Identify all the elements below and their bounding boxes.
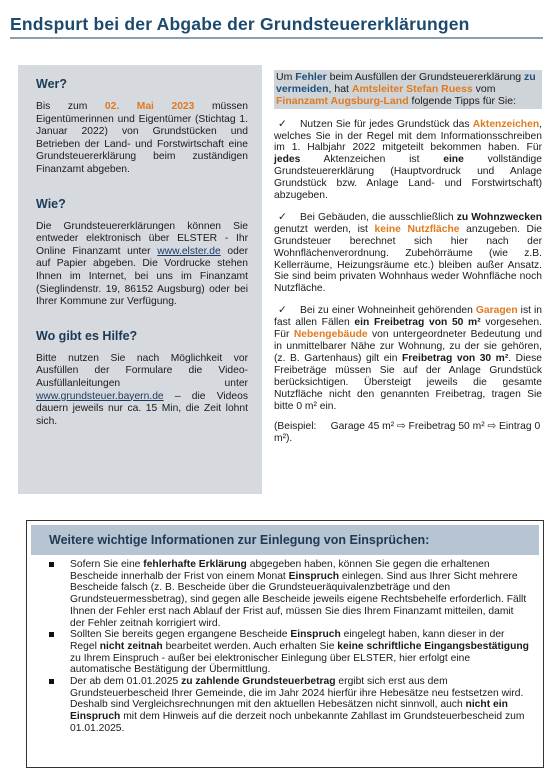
tip-aktenzeichen [274,119,542,202]
text: einlegen. Sind aus Ihrer Sicht mehrere Bescheide falsch (z. B. Bescheide über die Grundsteueräquivalenzbeträge und den Grundsteuermessbetrag), sind gegen alle Bescheide jeweils eigene Rechtsbehelfe erforderlich. Fällt Ihnen der Fehler erst nach Ablauf der Frist auf, müssen Sie dies Ihrem Finanzamt mitteilen, damit der Fehler zeitnah korrigiert wird. [70,570,527,629]
bullet-icon [49,679,54,684]
highlight: keine Nutzfläche [374,223,460,235]
section-wer [36,77,248,177]
text: abgegeben haben, können Sie gegen die erhaltenen Bescheide innerhalb der Frist von einem Monat [70,559,490,582]
emphasis: keine schriftliche Eingangsbestätigung [337,640,529,652]
highlight: Garagen [475,305,518,317]
highlight-finanzamt: Finanzamt Augsburg-Land [276,95,409,108]
emphasis: Einspruch [290,629,341,641]
text: Aktenzeichen ist [300,154,444,166]
list-item [27,629,543,676]
text: zu Ihrem Einspruch - außer bei elektronischer Einlegung über ELSTER, hier erfolgt eine automatische Bestätigung der Übermittlung. [70,652,471,676]
section-wie [36,197,248,309]
text: Sofern Sie eine [70,559,144,570]
tips-intro [274,70,542,109]
text: oder auf Papier abgeben. Die Vordrucke stehen Ihnen im Internet, bei uns im Finanzamt (Sieglindenstr. 19, 86152 Augsburg) oder bei Ihrer Kommune zur Verfügung. [36,245,248,308]
text: ist in fast allen Fällen [274,305,542,329]
text: vom [472,83,496,96]
bullet-icon [49,562,54,567]
title-divider [10,37,543,39]
text: – die Videos dauern jeweils nur ca. 15 Min, die Zeit lohnt sich. [36,390,248,427]
checkmark-icon: ✓ [278,305,287,317]
section-hilfe [36,329,248,429]
paragraph-hilfe [36,353,248,429]
tip-wohnzwecke [274,212,542,295]
emphasis: nicht zeitnah [99,640,163,652]
paragraph-wie [36,221,248,309]
text: von untergeordneter Bedeutung und in unmittelbarer Nähe zur Wohnung, zu der sie gehören, (z. B. Gartenhaus) gilt ein [274,329,542,364]
emphasis: fehlerhafte Erklärung [143,559,247,570]
bullet-icon [49,632,54,637]
heading-wer: Wer? [36,77,68,91]
emphasis: eine [443,154,464,166]
text: ergibt sich erst aus dem Grundsteuerbescheid Ihrer Gemeinde, die im Jahr 2024 hierfür ihre Hebesätze neu festsetzen wird. Deshalb sind Vergleichsrechnungen mit den aktuellen Hebesätzen nicht sinnvoll, auch [70,676,524,711]
text: Der ab dem 01.01.2025 [70,676,182,688]
paragraph-wer [36,101,248,177]
tips-column [274,70,542,445]
elster-link[interactable]: www.elster.de [157,245,221,257]
highlight-vermeiden: zu vermeiden [276,71,536,96]
einspruch-heading: Weitere wichtige Informationen zur Einlegung von Einsprüchen: [31,525,539,555]
emphasis: ein Freibetrag von 50 m² [354,317,481,329]
highlight: Nebengebäude [293,329,368,341]
checkmark-icon: ✓ [278,118,287,130]
text: eingelegt haben, kann dieser in der Regel [70,629,505,652]
highlight: Aktenzeichen [472,118,540,130]
text: beim Ausfüllen der Grundsteuererklärung [326,71,525,83]
emphasis: jedes [274,154,301,166]
highlight-fehler: Fehler [295,71,327,83]
text: mit dem Hinweis auf die derzeit noch unbekannte Zahllast im Grundsteuerbescheid zum 01.01.2025. [70,711,525,734]
text: Sollten Sie bereits gegen ergangene Bescheide [70,629,291,641]
page-title: Endspurt bei der Abgabe der Grundsteuererklärungen [10,14,470,34]
einspruch-list [27,559,543,735]
highlight-person: Amtsleiter Stefan Ruess [351,83,473,96]
emphasis: zu Wohnzwecken [456,211,542,223]
emphasis: Einspruch [288,570,339,582]
heading-hilfe: Wo gibt es Hilfe? [36,328,138,343]
deadline-date: 02. Mai 2023 [104,101,195,112]
emphasis: Freibetrag von 30 m² [401,352,509,364]
emphasis: nicht ein Einspruch [70,699,508,723]
text: folgende Tipps für Sie: [408,95,517,108]
text: , hat [328,83,352,96]
text: vorgesehen. Für [274,317,542,341]
text: Nutzen Sie für jedes Grundstück das [300,118,473,130]
heading-wie: Wie? [36,196,66,211]
text: Um [276,71,296,83]
list-item [27,676,543,735]
emphasis: zu zahlende Grundsteuerbetrag [181,676,336,688]
einspruch-info-box [26,520,544,768]
text: Bis zum [36,101,105,112]
checkmark-icon: ✓ [278,211,287,223]
grundsteuer-bayern-link[interactable]: www.grundsteuer.bayern.de [36,390,164,402]
list-item [27,559,543,629]
text: , welches Sie in der Regel mit dem Informationsschreiben im 1. Halbjahr 2022 mitgeteilt bekommen haben. Für [274,118,542,154]
text: anzugeben. Die Grundsteuer berechnet sich hier nach der Wohnflächenverordnung. Zubehörräume (wie z.B. Kellerräume, Heizungsräume etc.) bleiben außer Ansatz. Sie sind beim privaten Wohnhaus weder Wohnfläche noch Nutzfläche. [274,223,542,295]
info-box-left [18,65,262,494]
text: genutzt werden, ist [274,223,375,235]
text: bearbeitet werden. Auch erhalten Sie [162,640,338,652]
text: vollständige Grundsteuererklärung (Hauptvordruck und Anlage Grundstück bzw. Anlage Land- und Forstwirtschaft) abzugeben. [274,154,542,202]
text: Die Grundsteuererklärungen können Sie entweder elektronisch über ELSTER - Ihr Online Finanzamt unter [36,220,248,257]
text: müssen Eigentümerinnen und Eigentümer (Stichtag 1. Januar 2022) von Grundstücken und Betrieben der Land- und Forstwirtschaft eine Grundsteuererklärung beim zuständigen Finanzamt abgeben. [36,101,249,175]
text: Bei Gebäuden, die ausschließlich [300,211,457,223]
text: Bitte nutzen Sie nach Möglichkeit vor Ausfüllen der Formulare die Video-Ausfüllanleitungen unter [36,352,248,389]
text: . Diese Freibeträge müssen Sie auf der Anlage Grundstück berücksichtigen. Übersteigt jeweils die gesamte Nutzfläche nicht den genannten Freibetrag, tragen Sie bitte 0 m² ein. [274,352,542,412]
example-text: (Beispiel: Garage 45 m² ⇨ Freibetrag 50 m² ⇨ Eintrag 0 m²). [274,421,544,445]
tip-garagen [274,305,542,412]
text: Bei zu einer Wohneinheit gehörenden [300,305,476,317]
